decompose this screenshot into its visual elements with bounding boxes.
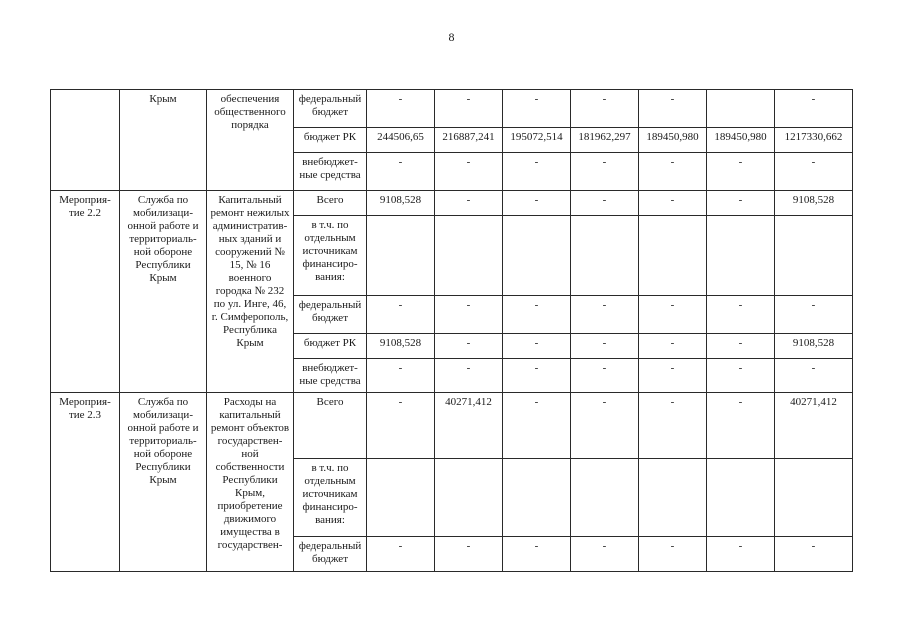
value-cell: - <box>367 296 435 334</box>
value-cell: - <box>435 359 503 393</box>
value-cell: - <box>503 153 571 191</box>
description-cell: обеспечения общественного порядка <box>207 90 294 191</box>
value-cell: 9108,528 <box>367 191 435 216</box>
value-cell <box>639 216 707 296</box>
value-cell: - <box>639 90 707 128</box>
value-cell: - <box>639 153 707 191</box>
value-cell: - <box>435 334 503 359</box>
funding-source-cell: в т.ч. по отдельным источникам финансиро-вания: <box>294 459 367 537</box>
value-cell: - <box>571 359 639 393</box>
value-cell: - <box>435 153 503 191</box>
value-cell: - <box>367 90 435 128</box>
value-cell: - <box>503 359 571 393</box>
value-cell: - <box>435 537 503 572</box>
value-cell <box>775 459 853 537</box>
value-cell <box>707 90 775 128</box>
value-cell <box>367 216 435 296</box>
value-cell: - <box>775 359 853 393</box>
funding-source-cell: Всего <box>294 393 367 459</box>
funding-source-cell: Всего <box>294 191 367 216</box>
table-row <box>51 191 853 216</box>
value-cell: - <box>367 393 435 459</box>
value-cell: - <box>639 359 707 393</box>
value-cell: - <box>707 153 775 191</box>
value-cell: - <box>503 296 571 334</box>
value-cell: - <box>707 296 775 334</box>
funding-source-cell: внебюджет-ные средства <box>294 153 367 191</box>
value-cell: - <box>775 153 853 191</box>
value-cell: - <box>639 191 707 216</box>
value-cell: - <box>435 90 503 128</box>
value-cell: 9108,528 <box>775 191 853 216</box>
value-cell: - <box>435 296 503 334</box>
value-cell <box>571 216 639 296</box>
funding-source-cell: федеральный бюджет <box>294 90 367 128</box>
value-cell: - <box>571 334 639 359</box>
value-cell: - <box>571 153 639 191</box>
value-cell <box>503 459 571 537</box>
value-cell <box>503 216 571 296</box>
event-cell: Мероприя-тие 2.2 <box>51 191 120 393</box>
value-cell: - <box>367 537 435 572</box>
value-cell: 1217330,662 <box>775 128 853 153</box>
budget-table <box>50 89 853 572</box>
value-cell: 189450,980 <box>707 128 775 153</box>
value-cell: 9108,528 <box>367 334 435 359</box>
value-cell: 40271,412 <box>435 393 503 459</box>
funding-source-cell: бюджет РК <box>294 128 367 153</box>
description-cell: Расходы на капитальный ремонт объектов государствен-ной собственности Республики Крым, приобретение движимого имущества в государствен- <box>207 393 294 572</box>
funding-source-cell: федеральный бюджет <box>294 537 367 572</box>
value-cell <box>435 216 503 296</box>
value-cell: - <box>503 537 571 572</box>
value-cell <box>367 459 435 537</box>
value-cell <box>775 216 853 296</box>
value-cell: - <box>707 393 775 459</box>
value-cell: - <box>435 191 503 216</box>
value-cell <box>639 459 707 537</box>
executor-cell: Крым <box>120 90 207 191</box>
value-cell: 216887,241 <box>435 128 503 153</box>
value-cell: - <box>639 334 707 359</box>
value-cell: - <box>571 393 639 459</box>
value-cell: - <box>571 296 639 334</box>
executor-cell: Служба по мобилизаци-онной работе и территориаль-ной обороне Республики Крым <box>120 393 207 572</box>
value-cell: 244506,65 <box>367 128 435 153</box>
value-cell: - <box>639 537 707 572</box>
value-cell: - <box>503 393 571 459</box>
value-cell: - <box>707 359 775 393</box>
value-cell: - <box>571 537 639 572</box>
funding-source-cell: внебюджет-ные средства <box>294 359 367 393</box>
table-row <box>51 90 853 128</box>
event-cell <box>51 90 120 191</box>
value-cell: - <box>367 359 435 393</box>
value-cell: - <box>707 334 775 359</box>
value-cell: - <box>775 90 853 128</box>
value-cell: - <box>639 393 707 459</box>
value-cell: - <box>707 191 775 216</box>
funding-source-cell: в т.ч. по отдельным источникам финансиро-вания: <box>294 216 367 296</box>
value-cell: - <box>639 296 707 334</box>
value-cell: - <box>503 334 571 359</box>
value-cell <box>707 459 775 537</box>
value-cell <box>435 459 503 537</box>
value-cell: - <box>775 537 853 572</box>
value-cell: - <box>367 153 435 191</box>
funding-source-cell: федеральный бюджет <box>294 296 367 334</box>
event-cell: Мероприя-тие 2.3 <box>51 393 120 572</box>
value-cell: 181962,297 <box>571 128 639 153</box>
value-cell: 189450,980 <box>639 128 707 153</box>
value-cell: - <box>707 537 775 572</box>
value-cell: - <box>503 191 571 216</box>
funding-source-cell: бюджет РК <box>294 334 367 359</box>
value-cell: 40271,412 <box>775 393 853 459</box>
value-cell: 9108,528 <box>775 334 853 359</box>
value-cell: 195072,514 <box>503 128 571 153</box>
value-cell: - <box>571 191 639 216</box>
description-cell: Капитальный ремонт нежилых административ-ных зданий и сооружений № 15, № 16 военного городка № 232 по ул. Инге, 46, г. Симферополь, Республика Крым <box>207 191 294 393</box>
value-cell: - <box>503 90 571 128</box>
table-row <box>51 393 853 459</box>
value-cell <box>571 459 639 537</box>
value-cell <box>707 216 775 296</box>
value-cell: - <box>571 90 639 128</box>
page-number: 8 <box>448 30 455 44</box>
value-cell: - <box>775 296 853 334</box>
executor-cell: Служба по мобилизаци-онной работе и территориаль-ной обороне Республики Крым <box>120 191 207 393</box>
